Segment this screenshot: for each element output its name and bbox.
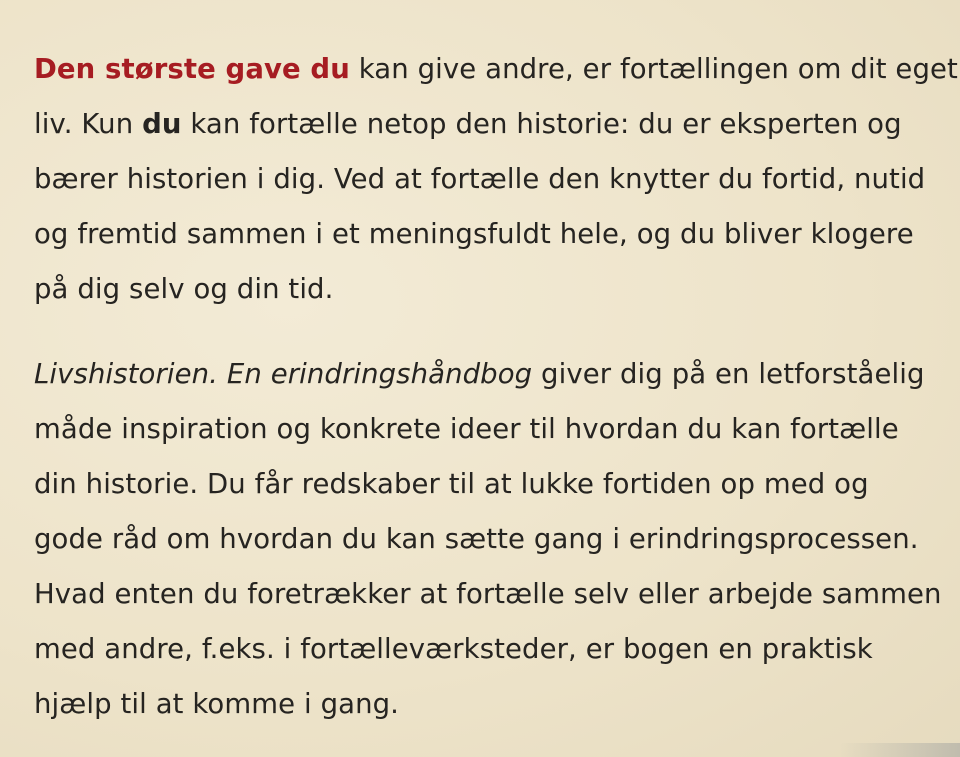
desc-line-7: hjælp til at komme i gang. — [34, 688, 400, 720]
book-title: Livshistorien. En erindringshåndbog — [34, 358, 533, 390]
desc-line-1-rest: giver dig på en letforståelig — [532, 358, 925, 390]
desc-line-3: din historie. Du får redskaber til at lukke fortiden op med og — [34, 468, 869, 500]
intro-highlight: Den største gave du — [34, 53, 350, 85]
intro-line-1 — [34, 42, 958, 97]
desc-line-1 — [34, 347, 954, 402]
intro-bold-du: du — [142, 108, 182, 140]
desc-line-4: gode råd om hvordan du kan sætte gang i erindringsprocessen. — [34, 523, 919, 555]
desc-line-5: Hvad enten du foretrækker at fortælle selv eller arbejde sammen — [34, 578, 942, 610]
intro-line-1-rest: kan give andre, er fortællingen om dit eget — [349, 53, 958, 85]
paragraph-book-description — [34, 347, 954, 732]
intro-line-2-pre: liv. Kun — [34, 108, 143, 140]
paragraph-intro — [34, 42, 958, 317]
intro-line-2-post: kan fortælle netop den historie: du er eksperten og — [181, 108, 902, 140]
intro-line-3: bærer historien i dig. Ved at fortælle den knytter du fortid, nutid — [34, 163, 926, 195]
intro-line-4: og fremtid sammen i et meningsfuldt hele, og du bliver klogere — [34, 218, 914, 250]
desc-line-2: måde inspiration og konkrete ideer til hvordan du kan fortælle — [34, 413, 899, 445]
intro-line-2 — [34, 97, 954, 152]
intro-line-5: på dig selv og din tid. — [34, 273, 334, 305]
desc-line-6: med andre, f.eks. i fortælleværksteder, er bogen en praktisk — [34, 633, 873, 665]
book-back-cover-text — [34, 42, 958, 732]
cover-edge-shadow — [840, 743, 960, 757]
